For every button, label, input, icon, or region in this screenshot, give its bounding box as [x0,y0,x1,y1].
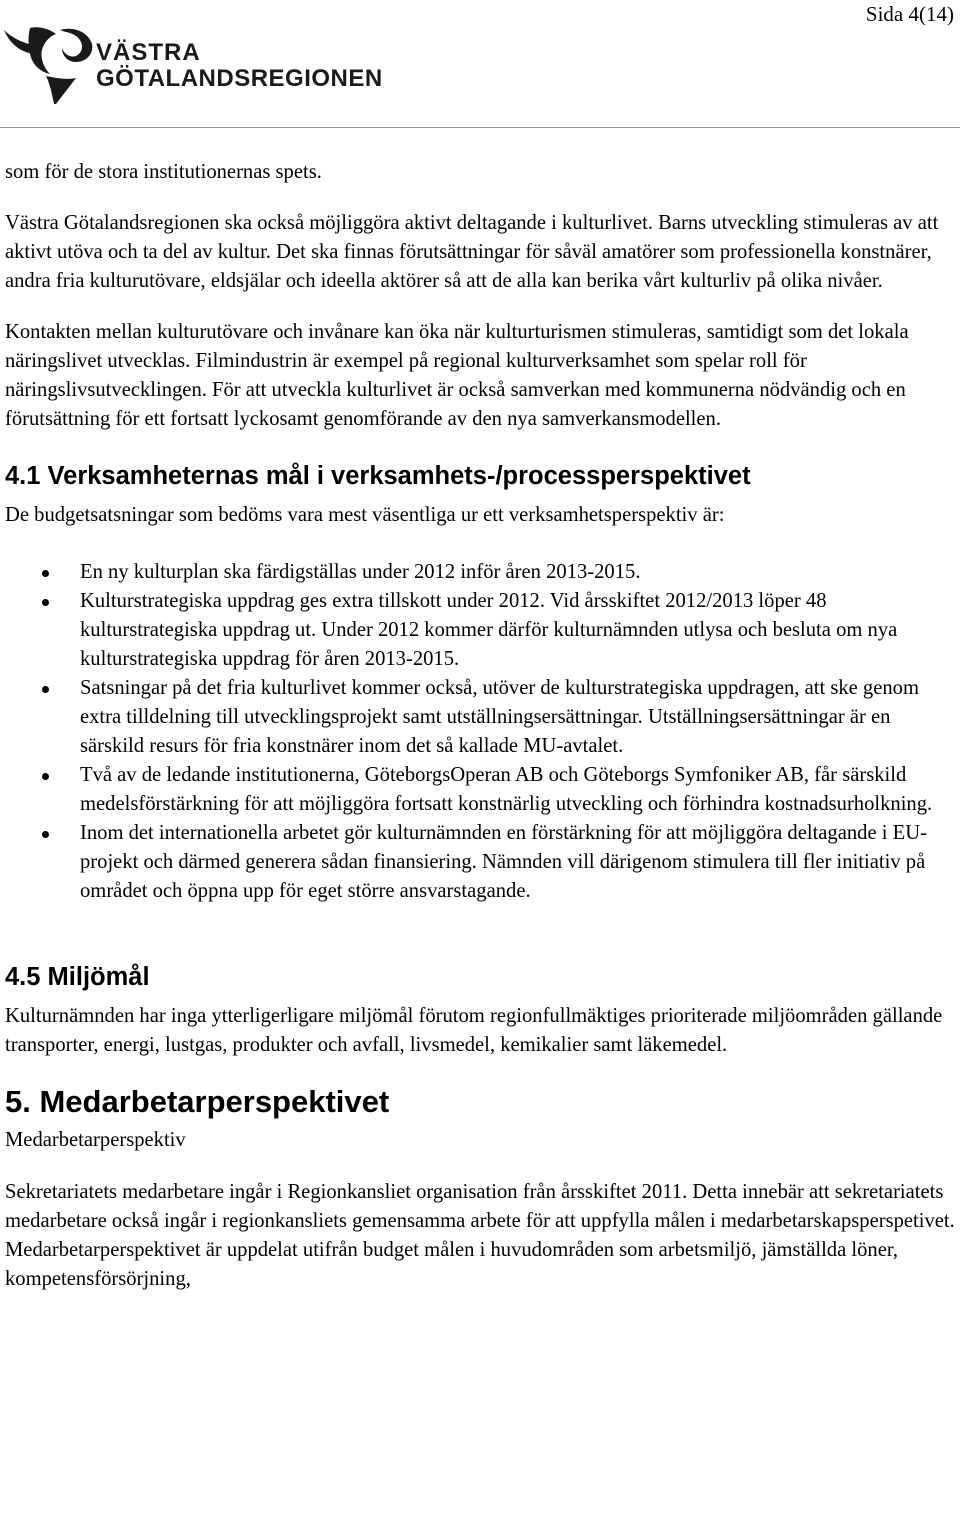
logo-mark [4,27,92,104]
list-item [5,558,959,587]
budget-bullet-list [5,558,959,906]
bullet-icon [42,599,49,606]
logo-line-2: GÖTALANDSREGIONEN [96,65,383,92]
list-item [5,587,959,674]
section-4-1-intro: De budgetsatsningar som bedöms vara mest väsentliga ur ett verksamhetsperspektiv är: [5,504,725,526]
paragraph-2: Västra Götalandsregionen ska också möjliggöra aktivt deltagande i kulturlivet. Barns utveckling stimuleras av att aktivt utöva och ta del av kultur. Det ska finnas förutsättningar för såväl amatörer som professionella konstnärer, andra fria kulturutövare, eldsjälar och ideella aktörer så att de alla kan berika vårt kulturliv på olika nivåer. [5,212,939,292]
header-divider [0,127,960,128]
document-body [5,158,959,1294]
bullet-icon [42,570,49,577]
list-item-text: Satsningar på det fria kulturlivet kommer också, utöver de kulturstrategiska uppdragen, att ske genom extra tilldelning till utvecklingsprojekt samt utställningsersättningar. Utställningsersättningar är en särskild resurs för fria konstnärer inom det så kallade MU-avtalet. [80,677,919,757]
list-item-text: Två av de ledande institutionerna, GöteborgsOperan AB och Göteborgs Symfoniker AB, får särskild medelsförstärkning för att möjliggöra fortsatt konstnärlig utveckling och förhindra kostnadsurholkning. [80,764,933,815]
list-item [5,674,959,761]
section-5-heading: 5. Medarbetarperspektivet [5,1084,390,1119]
paragraph-3: Kontakten mellan kulturutövare och invånare kan öka när kulturturismen stimuleras, samtidigt som det lokala näringslivet utvecklas. Filmindustrin är exempel på regional kulturverksamhet som spelar roll för näringslivsutvecklingen. För att utveckla kulturlivet är också samverkan med kommunerna nödvändig och en förutsättning för ett fortsatt lyckosamt genomförande av den nya samverkansmodellen. [5,321,909,430]
section-4-5-text: Kulturnämnden har inga ytterligerligare miljömål förutom regionfullmäktiges prioriterade miljöområden gällande transporter, energi, lustgas, produkter och avfall, livsmedel, kemikalier samt läkemedel. [5,1005,943,1056]
page-number: Sida 4(14) [865,2,954,26]
list-item-text: En ny kulturplan ska färdigställas under 2012 inför åren 2013-2015. [80,561,641,583]
list-item [5,761,959,819]
bullet-icon [42,773,49,780]
list-item-text: Inom det internationella arbetet gör kulturnämnden en förstärkning för att möjliggöra deltagande i EU-projekt och därmed generera sådan finansiering. Nämnden vill därigenom stimulera till fler initiativ på området och öppna upp för eget större ansvarstagande. [80,822,927,902]
vastra-gotalandsregionen-logo [4,24,389,106]
paragraph-1: som för de stora institutionernas spets. [5,161,322,183]
section-5-text: Sekretariatets medarbetare ingår i Regionkansliet organisation från årsskiftet 2011. Detta innebär att sekretariatets medarbetare också ingår i regionkansliets gemensamma arbete för att uppfylla målen i medarbetarskapsperspetivet. Medarbetarperspektivet är uppdelat utifrån budget målen i huvudområden som arbetsmiljö, jämställda löner, kompetensförsörjning, [5,1181,955,1290]
bullet-icon [42,686,49,693]
section-5-subheading: Medarbetarperspektiv [5,1129,186,1151]
list-item-text: Kulturstrategiska uppdrag ges extra tillskott under 2012. Vid årsskiftet 2012/2013 löper 48 kulturstrategiska uppdrag ut. Under 2012 kommer därför kulturnämnden utlysa och besluta om nya kulturstrategiska uppdrag för åren 2013-2015. [80,590,898,670]
list-item [5,819,959,906]
section-4-1-heading: 4.1 Verksamheternas mål i verksamhets-/processperspektivet [5,462,751,490]
section-4-5-heading: 4.5 Miljömål [5,963,150,991]
logo-line-1: VÄSTRA [96,39,201,66]
bullet-icon [42,831,49,838]
